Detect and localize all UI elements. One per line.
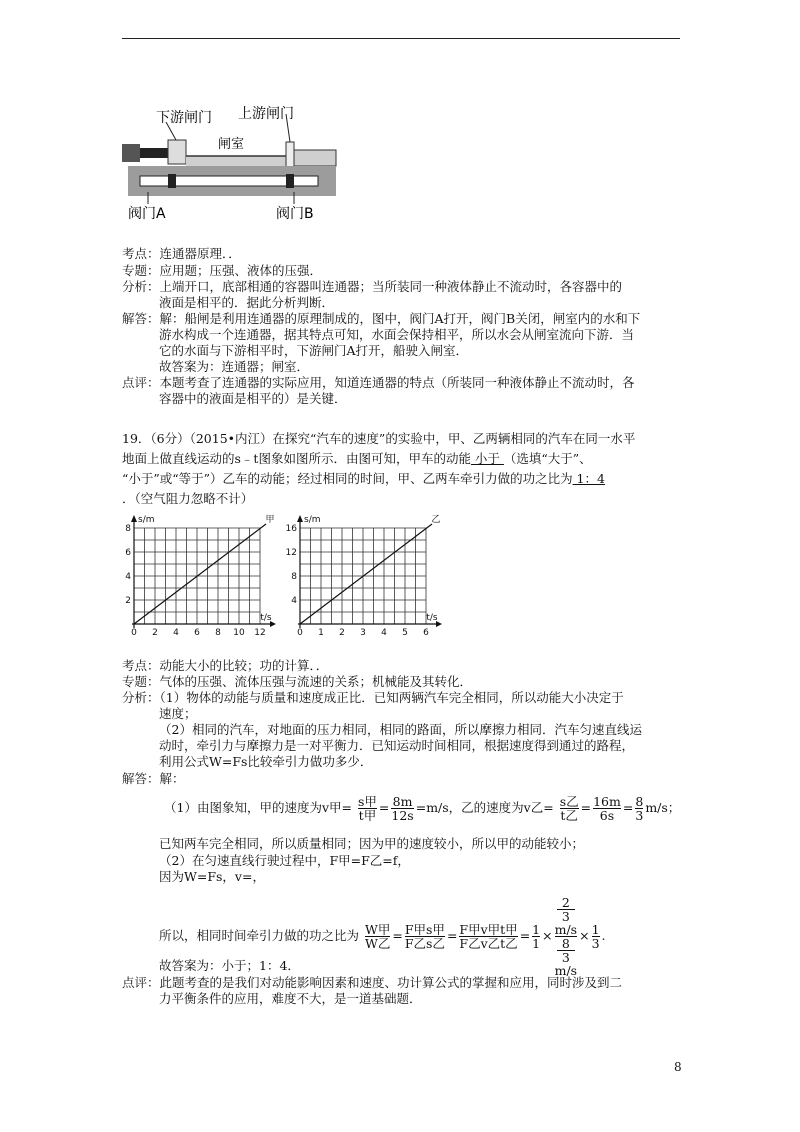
- q19-stem-1: 19．（6分）（2015•内江）在探究“汽车的速度”的实验中，甲、乙两辆相同的汽车在同一水平: [122, 431, 636, 446]
- q19-sol-1: （1）由图象知，甲的速度为v甲= $\frac{\text{s甲}}{\text{t甲}}$ = $\frac{8m}{12s}$ =m/s，乙的速度为v乙= $\frac{\text{s乙}}{\text{t乙}}$ = $\frac{16m}{6s}$ = $\frac{8}{3}$ m/s；: [164, 794, 681, 823]
- x-tick-label: 1: [318, 628, 324, 638]
- frac-num: s甲: [357, 794, 377, 809]
- sol1-part-b: m/s，乙的速度为v乙=: [426, 800, 554, 815]
- y-tick-label: 8: [125, 524, 131, 534]
- chart-jia: [118, 512, 278, 640]
- frac-num: F甲v甲t甲: [459, 922, 518, 937]
- q18-jieda-2: 游水构成一个连通器，据其特点可知，水面会保持相平，所以水会从闸室流向下游．当: [159, 327, 635, 342]
- q19-jieda-label: 解答：解：: [122, 771, 185, 786]
- y-axis-label: s/m: [138, 515, 155, 525]
- x-tick-label: 10: [233, 628, 245, 638]
- frac-den: 3: [635, 808, 644, 823]
- label-valve-b: 阀门B: [276, 206, 314, 222]
- times-sign: ×: [579, 928, 590, 943]
- q19-stem-4: ．（空气阻力忽略不计）: [122, 491, 254, 506]
- q19-stem-3: [122, 471, 605, 487]
- series-line: [300, 524, 432, 624]
- frac-den: 3: [561, 909, 570, 924]
- x-tick-label: 0: [131, 628, 137, 638]
- y-tick-label: 4: [125, 572, 131, 582]
- frac-num: 2: [557, 896, 575, 910]
- q19-fenxi-1: 分析：（1）物体的动能与质量和速度成正比．已知两辆汽车完全相同，所以动能大小决定于: [122, 690, 624, 705]
- q18-kaodian: 考点：连通器原理．．: [122, 246, 241, 261]
- y-axis-arrow: [131, 515, 137, 522]
- header-rule: [122, 38, 680, 39]
- frac-den: [555, 937, 577, 977]
- frac-fs: [405, 923, 445, 950]
- series-name-label: 乙: [431, 515, 441, 525]
- frac-den: F乙s乙: [404, 936, 445, 951]
- frac-w: [365, 923, 390, 950]
- x-tick-label: 4: [381, 628, 387, 638]
- upstream-water: [294, 150, 336, 166]
- q19-stem-2a: 地面上做直线运动的s﹣t图象如图所示．由图可知，甲车的动能: [122, 451, 471, 466]
- x-tick-label: 0: [297, 628, 303, 638]
- boat: [140, 148, 170, 158]
- y-tick-label: 12: [285, 548, 297, 558]
- frac-1-1: [532, 923, 540, 950]
- q19-kaodian: 考点：动能大小的比较；功的计算．．: [122, 658, 329, 673]
- chart-yi: [284, 512, 444, 640]
- frac-den: 12s: [391, 808, 414, 823]
- y-axis-arrow: [297, 515, 303, 522]
- q19-sol-2: 已知两车完全相同，所以质量相同；因为甲的速度较小，所以甲的动能较小；: [159, 836, 585, 851]
- x-axis-label: t/s: [260, 613, 272, 623]
- frac-num: 8: [557, 937, 575, 951]
- y-tick-label: 6: [125, 548, 131, 558]
- q19-answer: 故答案为：小于；1：4．: [159, 958, 300, 973]
- frac-num: 8: [635, 794, 644, 809]
- frac-s-over-t-jia: [358, 795, 377, 822]
- downstream-gate-block: [168, 140, 186, 164]
- q19-fenxi-4: 动时，牵引力与摩擦力是一对平衡力．已知运动时间相同，根据速度得到通过的路程，: [159, 738, 635, 753]
- frac-2-3: [557, 896, 575, 923]
- upstream-gate-block: [286, 142, 294, 168]
- q18-zhuanti: 专题：应用题；压强、液体的压强．: [122, 263, 323, 278]
- y-tick-label: 2: [125, 596, 131, 606]
- frac-fvt: [459, 923, 517, 950]
- y-tick-label: 16: [285, 524, 297, 534]
- x-tick-label: 2: [152, 628, 158, 638]
- x-axis-label: t/s: [426, 613, 438, 623]
- x-tick-label: 5: [402, 628, 408, 638]
- q18-answer: 故答案为：连通器；闸室．: [159, 359, 310, 374]
- q18-dianping-1: 点评：本题考查了连通器的实际应用，知道连通器的特点（所装同一种液体静止不流动时，各: [122, 375, 635, 390]
- x-tick-label: 6: [194, 628, 200, 638]
- q19-blank-2: 1：4: [572, 471, 605, 486]
- q19-fenxi-3: （2）相同的汽车，对地面的压力相同，相同的路面，所以摩擦力相同．汽车匀速直线运: [159, 722, 642, 737]
- frac-den: 3: [591, 936, 600, 951]
- q19-fenxi-2: 速度；: [159, 706, 197, 721]
- frac-den: 6s: [599, 808, 615, 823]
- frac-speed-ratio: [555, 896, 577, 977]
- q18-jieda-1: 解答：解：船闸是利用连通器的原理制成的，图中，阀门A打开，阀门B关闭，闸室内的水和下: [122, 311, 641, 326]
- frac-num: 1: [532, 922, 541, 937]
- y-tick-label: 8: [291, 572, 297, 582]
- q19-sol-3: （2）在匀速直线行驶过程中，F甲=F乙=f，: [159, 853, 410, 868]
- sol1-part-c: m/s；: [645, 800, 681, 815]
- frac-num: 8m: [392, 794, 413, 809]
- x-tick-label: 2: [339, 628, 345, 638]
- frac-num: s乙: [559, 794, 579, 809]
- page-number: 8: [674, 1060, 682, 1074]
- frac-8-3: [635, 795, 643, 822]
- frac-den: 1: [532, 936, 541, 951]
- x-tick-label: 4: [173, 628, 179, 638]
- frac-den: W乙: [365, 936, 391, 951]
- x-tick-label: 8: [215, 628, 221, 638]
- frac-den: 3: [561, 950, 570, 965]
- x-tick-label: 12: [254, 628, 266, 638]
- q19-sol-4: 因为W=Fs，v=，: [159, 869, 265, 884]
- q19-fenxi-5: 利用公式W=Fs比较牵引力做功多少．: [159, 754, 373, 769]
- y-axis-label: s/m: [304, 515, 321, 525]
- series-line: [134, 524, 266, 624]
- frac-num: [555, 896, 577, 937]
- ship-lock-figure: [118, 104, 340, 226]
- q19-stem-2b: （选填“大于”、: [503, 451, 592, 466]
- series-name-label: 甲: [265, 515, 275, 525]
- unit: m/s: [554, 922, 578, 937]
- q19-zhuanti: 专题：气体的压强、流体压强与流速的关系；机械能及其转化．: [122, 674, 473, 689]
- y-tick-label: 4: [291, 596, 297, 606]
- frac-den: t乙: [560, 808, 578, 823]
- sol5-text: 所以，相同时间牵引力做的功之比为: [159, 928, 360, 943]
- q18-fenxi-1: 分析：上端开口，底部相通的容器叫连通器；当所装同一种液体静止不流动时，各容器中的: [122, 279, 623, 294]
- q19-sol-5: 所以，相同时间牵引力做的功之比为 $\frac{\text{W甲}}{\text{W乙}}$ = $\frac{\text{F甲s甲}}{\text{F乙s乙}}$ = $\frac{\text{F甲v甲t甲}}{\text{F乙v乙t乙}}$ = $\frac{1}{1}$ × 2 3 m/s 8 3 m/s × $\frac{1}{3}$ .: [159, 895, 606, 978]
- left-wall: [122, 144, 140, 162]
- frac-s-over-t-yi: [560, 795, 579, 822]
- label-valve-a: 阀门A: [128, 206, 166, 222]
- frac-num: 16m: [593, 794, 621, 809]
- q19-stem-2: [122, 451, 592, 467]
- sol1-part-a: （1）由图象知，甲的速度为v甲=: [164, 800, 352, 815]
- label-upstream-gate: 上游闸门: [238, 106, 294, 122]
- label-downstream-gate: 下游闸门: [156, 110, 212, 126]
- unit: m/s: [554, 963, 578, 978]
- frac-16m-6s: [593, 795, 621, 822]
- label-chamber: 闸室: [218, 137, 245, 152]
- frac-den: t甲: [358, 808, 377, 823]
- q18-jieda-3: 它的水面与下游相平时，下游闸门A打开，船驶入闸室．: [159, 343, 469, 358]
- x-tick-label: 3: [360, 628, 366, 638]
- q19-blank-1: 小于: [470, 451, 504, 466]
- frac-num: 1: [591, 922, 600, 937]
- chamber-water: [186, 156, 286, 166]
- frac-den: F乙v乙t乙: [459, 936, 518, 951]
- valve-b-mark: [286, 174, 294, 188]
- frac-num: F甲s甲: [404, 922, 445, 937]
- q18-fenxi-2: 液面是相平的．据此分析判断．: [159, 295, 335, 310]
- q19-dianping-2: 力平衡条件的应用，难度不大，是一道基础题．: [159, 991, 422, 1006]
- frac-num: W甲: [365, 922, 391, 937]
- frac-8m-12s: [391, 795, 413, 822]
- valve-a-mark: [168, 174, 176, 188]
- q18-dianping-2: 容器中的液面是相平的）是关键．: [159, 391, 347, 406]
- frac-8-3b: [557, 937, 575, 964]
- times-sign: ×: [542, 928, 553, 943]
- q19-dianping-1: 点评：此题考查的是我们对动能影响因素和速度、功计算公式的掌握和应用，同时涉及到二: [122, 975, 623, 990]
- q19-stem-3a: “小于”或“等于”）乙车的动能；经过相同的时间，甲、乙两车牵引力做的功之比为: [122, 471, 573, 486]
- frac-1-3: [592, 923, 600, 950]
- x-tick-label: 6: [423, 628, 429, 638]
